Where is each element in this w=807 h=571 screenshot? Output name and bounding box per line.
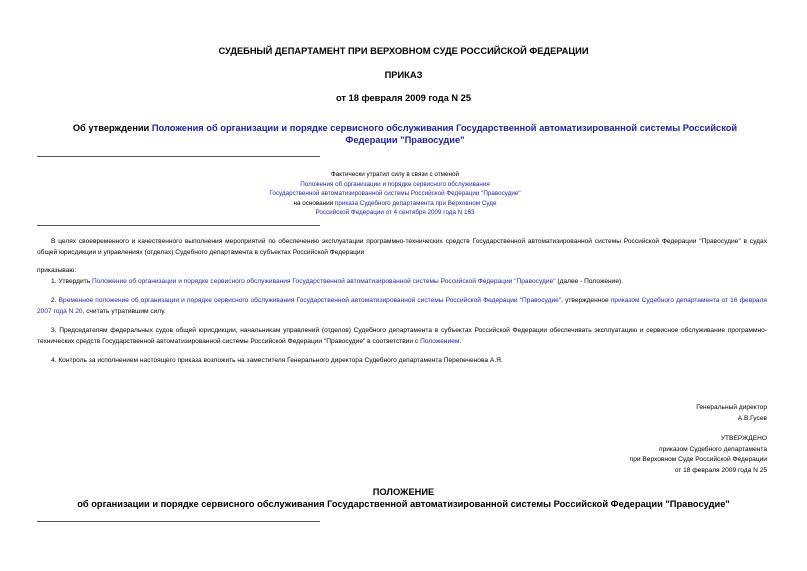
annex-title: ПОЛОЖЕНИЕ	[372, 487, 435, 497]
approval-line-2: приказом Судебного департамента	[659, 445, 767, 453]
item-4: 4. Контроль за исполнением настоящего приказа возложить на заместителя Генерального директора Судебного департамента Перепеченова А.Я.	[51, 357, 503, 364]
item-1-suffix: (далее - Положение).	[555, 277, 624, 285]
status-link-2[interactable]: Государственной автоматизированной системы Российской Федерации "Правосудие"	[269, 190, 521, 197]
status-prefix-3: на основании	[293, 199, 335, 207]
signature-block	[500, 403, 767, 424]
annex-subtitle: об организации и порядке сервисного обслуживания Государственной автоматизированной системы Российской Федерации "Правосудие"	[77, 499, 730, 509]
status-link-4[interactable]: Российской Федерации от 4 сентября 2009 года N 163	[315, 209, 475, 216]
title-prefix: Об утверждении	[72, 123, 152, 133]
title-link[interactable]: Положения об организации и порядке сервисного обслуживания Государственной автоматизированной системы Российской Федерации "Правосудие"	[151, 123, 738, 145]
item-2-suffix: , считать утратившим силу.	[82, 307, 166, 315]
item-3-link[interactable]: Положением	[420, 337, 460, 345]
doc-title	[55, 122, 755, 146]
approval-line-3: при Верховном Суде Российской Федерации	[629, 456, 767, 463]
document-body	[37, 237, 767, 367]
item-1	[37, 277, 767, 288]
item-3-text: 3. Председателям федеральных судов общей юрисдикции, начальникам управлений (отделов) Судебного департамента в субъектах Российской Федерации обеспечивать эксплуатацию и сервисное обслуживание программно-технических средств Государственной автоматизированной системы Российской Федерации "Правосудие" в соответствии с	[37, 327, 767, 345]
item-2-num: 2.	[51, 297, 57, 304]
order-word: приказываю:	[37, 267, 77, 274]
doc-date-number: от 18 февраля 2009 года N 25	[335, 93, 472, 103]
separator-line	[37, 521, 320, 522]
status-link-1[interactable]: Положения об организации и порядке сервисного обслуживания	[300, 180, 490, 188]
item-3	[37, 326, 767, 347]
item-2-mid: , утвержденное	[561, 297, 611, 304]
item-2-link-2[interactable]: приказом Судебного департамента от 16 февраля 2007 года N 20	[37, 297, 767, 315]
item-3-suffix: .	[459, 337, 462, 345]
doc-type: ПРИКАЗ	[384, 70, 423, 80]
status-link-3[interactable]: приказа Судебного департамента при Верховном Суде	[334, 199, 497, 207]
item-1-prefix: 1. Утвердить	[51, 277, 92, 285]
preamble: В целях своевременного и качественного выполнения мероприятий по обеспечению эксплуатации программно-технических средств Государственной автоматизированной системы Российской Федерации "Правосудие" в судах общей юрисдикции и управлениях (отделах) Судебного департамента в субъектах Российской Федерации	[37, 238, 767, 256]
signature-position: Генеральный директор	[696, 404, 767, 411]
approval-line-1: УТВЕРЖДЕНО	[720, 435, 767, 442]
separator-line	[37, 156, 320, 157]
status-line-1: Фактически утратил силу в связи с отменой	[331, 171, 459, 178]
status-note	[180, 170, 610, 218]
separator-line	[37, 225, 320, 226]
approval-block	[500, 434, 767, 476]
org-header: СУДЕБНЫЙ ДЕПАРТАМЕНТ ПРИ ВЕРХОВНОМ СУДЕ РОССИЙСКОЙ ФЕДЕРАЦИИ	[218, 46, 589, 56]
item-2-link-1[interactable]: Временное положение об организации и порядке сервисного обслуживания Государственной автоматизированной системы Российской Федерации "Правосудие"	[58, 297, 562, 304]
approval-line-4: от 18 февраля 2009 года N 25	[674, 466, 767, 474]
signature-name: А.В.Гусев	[737, 414, 767, 422]
item-1-link[interactable]: Положение об организации и порядке сервисного обслуживания Государственной автоматизированной системы Российской Федерации "Правосудие"	[91, 277, 556, 285]
item-2	[37, 296, 767, 317]
